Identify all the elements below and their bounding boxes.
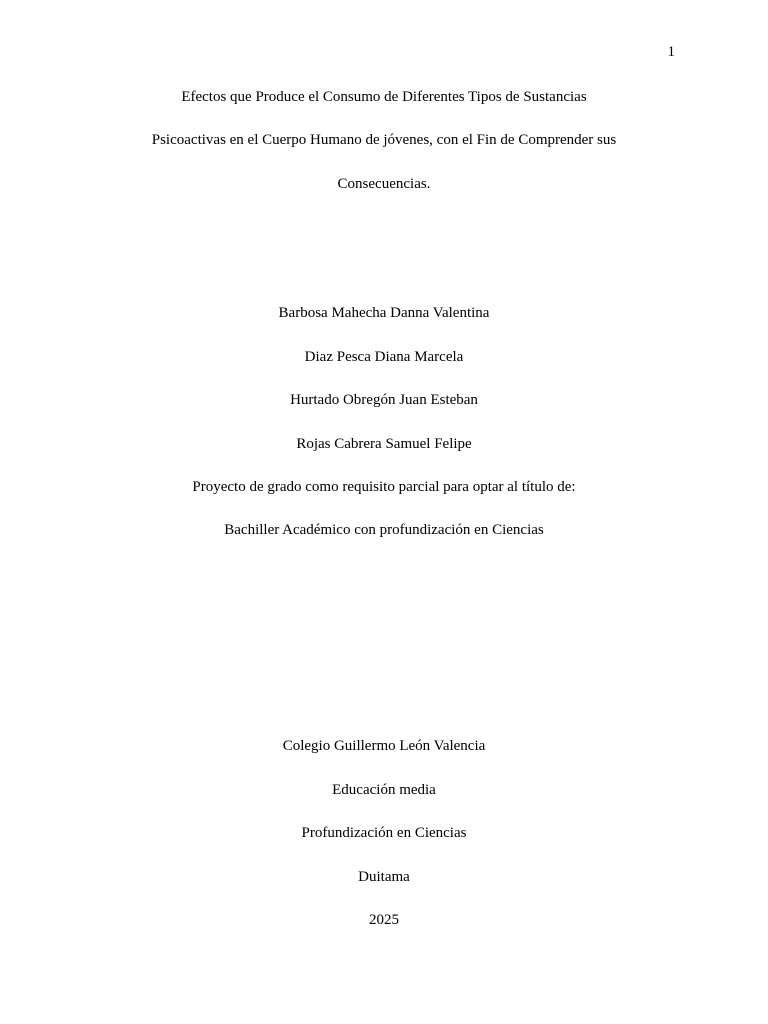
education-level: Educación media <box>332 782 436 798</box>
author-2: Diaz Pesca Diana Marcela <box>304 349 464 365</box>
page-number: 1 <box>667 44 675 60</box>
title-line-3: Consecuencias. <box>337 176 431 192</box>
author-4: Rojas Cabrera Samuel Felipe <box>296 436 472 452</box>
title-line-1: Efectos que Produce el Consumo de Diferentes Tipos de Sustancias <box>181 89 587 105</box>
degree-title: Bachiller Académico con profundización en Ciencias <box>224 522 544 538</box>
author-1: Barbosa Mahecha Danna Valentina <box>278 305 490 321</box>
program-name: Profundización en Ciencias <box>301 825 467 841</box>
degree-statement: Proyecto de grado como requisito parcial para optar al título de: <box>192 479 576 495</box>
year: 2025 <box>369 912 399 928</box>
title-line-2: Psicoactivas en el Cuerpo Humano de jóvenes, con el Fin de Comprender sus <box>151 132 617 148</box>
school-name: Colegio Guillermo León Valencia <box>282 738 486 754</box>
author-3: Hurtado Obregón Juan Esteban <box>290 392 478 408</box>
city: Duitama <box>358 869 410 885</box>
